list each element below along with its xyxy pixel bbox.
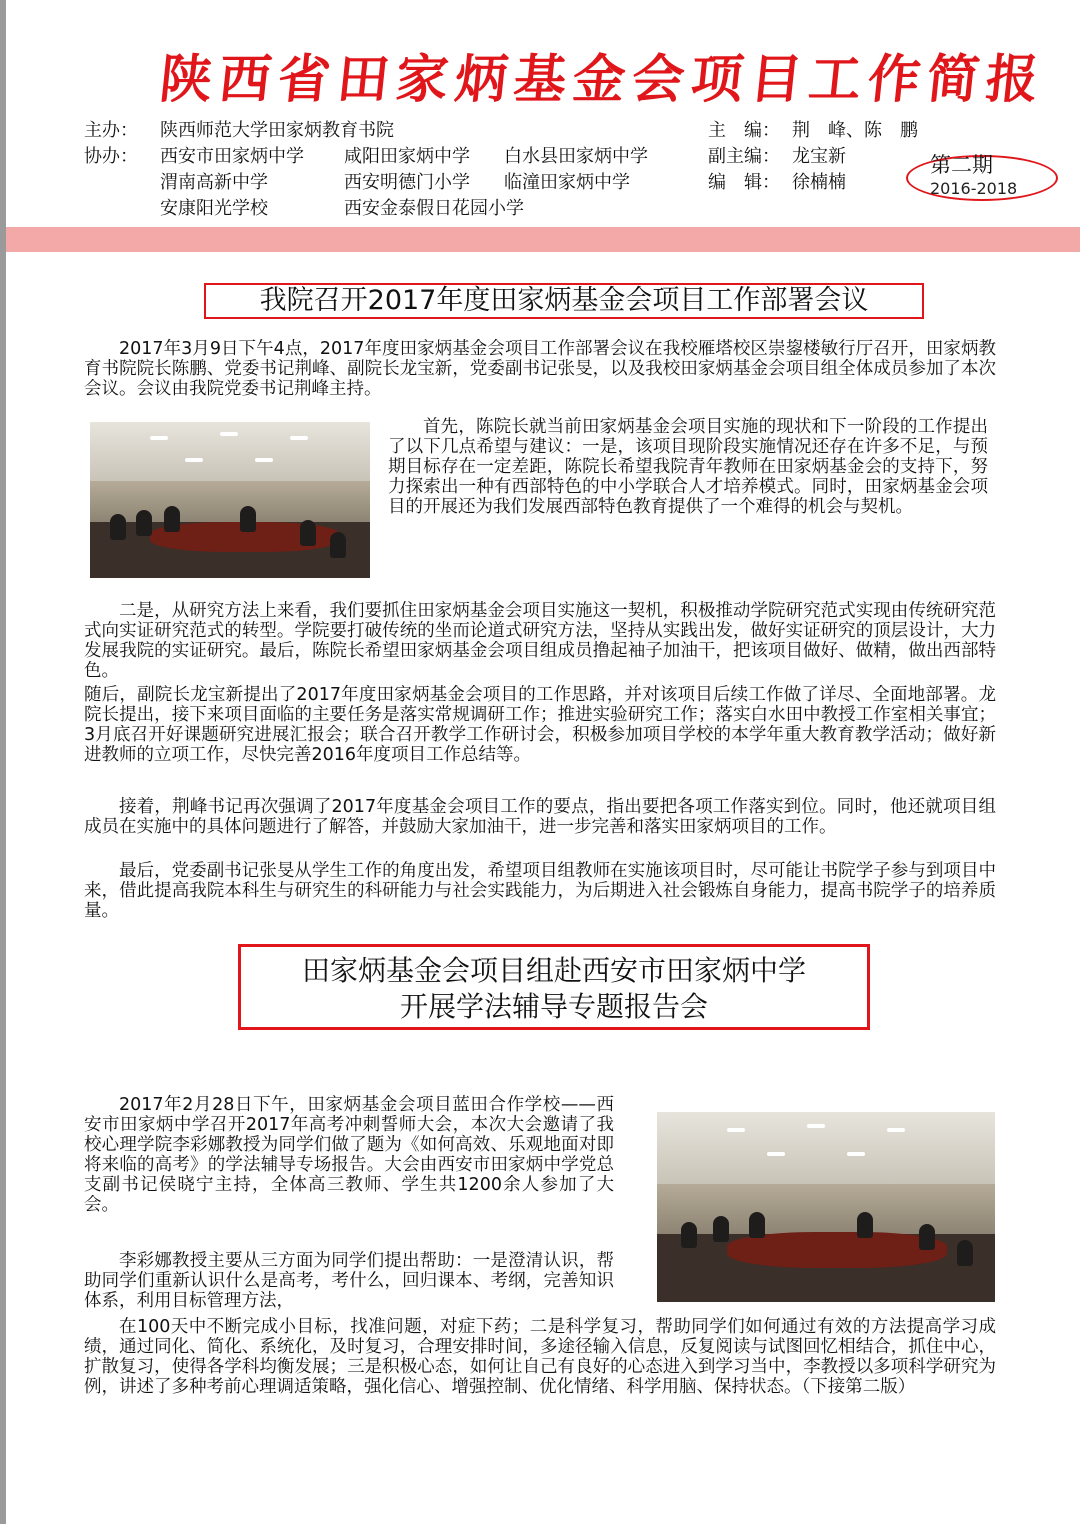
editor-label: 副主编： xyxy=(708,146,780,167)
editor-names: 龙宝新 xyxy=(792,146,846,167)
editor-label: 编 辑： xyxy=(708,172,780,193)
newsletter-masthead: 陕西省田家炳基金会项目工作简报 xyxy=(156,49,1049,110)
meeting-photo xyxy=(90,422,370,578)
article-1-paragraph: 随后，副院长龙宝新提出了2017年度田家炳基金会项目的工作思路，并对该项目后续工作做了详尽、全面地部署。龙院长提出，接下来项目面临的主要任务是落实常规调研工作；推进实验研究工作；落实白水田中教授工作室相关事宜；3月底召开好课题研究进展汇报会；联合召开教学工作研讨会，积极参加项目学校的本学年重大教育教学活动；做好新进教师的立项工作，尽快完善2016年度项目工作总结等。 xyxy=(84,685,996,765)
co-sponsor-school: 西安金泰假日花园小学 xyxy=(344,198,524,219)
editor-label: 主 编： xyxy=(708,120,780,141)
sponsor-label: 主办： xyxy=(84,120,138,141)
co-sponsor-school: 咸阳田家炳中学 xyxy=(344,146,470,167)
article-2-paragraph: 李彩娜教授主要从三方面为同学们提出帮助：一是澄清认识，帮助同学们重新认识什么是高考，考什么，回归课本、考纲，完善知识体系，利用目标管理方法， xyxy=(84,1251,614,1311)
co-sponsor-school: 西安市田家炳中学 xyxy=(160,146,304,167)
issue-number: 第二期 xyxy=(930,153,993,177)
article-2-headline-line: 开展学法辅导专题报告会 xyxy=(399,990,708,1023)
article-1-headline: 我院召开2017年度田家炳基金会项目工作部署会议 xyxy=(204,283,924,319)
article-2-paragraph: 2017年2月28日下午，田家炳基金会项目蓝田合作学校——西安市田家炳中学召开2017年高考冲刺誓师大会，本次大会邀请了我校心理学院李彩娜教授为同学们做了题为《如何高效、乐观地面对即将来临的高考》的学法辅导专场报告。大会由西安市田家炳中学党总支副书记侯晓宁主持，全体高三教师、学生共1200余人参加了大会。 xyxy=(84,1095,614,1215)
sponsor-row xyxy=(84,118,644,144)
article-2-headline xyxy=(238,944,870,1030)
article-1-paragraph: 首先，陈院长就当前田家炳基金会项目实施的现状和下一阶段的工作提出了以下几点希望与建议：一是，该项目现阶段实施情况还存在许多不足，与预期目标存在一定差距，陈院长希望我院青年教师在田家炳基金会的支持下，努力探索出一种有西部特色的中小学联合人才培养模式。同时，田家炳基金会项目的开展还为我们发展西部特色教育提供了一个难得的机会与契机。 xyxy=(388,417,988,517)
article-2-paragraph: 在100天中不断完成小目标，找准问题，对症下药；二是科学复习，帮助同学们如何通过有效的方法提高学习成绩，通过同化、简化、系统化，及时复习，合理安排时间，多途径输入信息，反复阅读与试图回忆相结合，抓住中心，扩散复习，使得各学科均衡发展；三是积极心态，如何让自己有良好的心态进入到学习当中，李教授以多项科学研究为例，讲述了多种考前心理调适策略，强化信心、增强控制、优化情绪、科学用脑、保持状态。（下接第二版） xyxy=(84,1317,996,1397)
article-1-paragraph: 最后，党委副书记张旻从学生工作的角度出发，希望项目组教师在实施该项目时，尽可能让书院学子参与到项目中来，借此提高我院本科生与研究生的科研能力与社会实践能力，为后期进入社会锻炼自身能力，提高书院学子的培养质量。 xyxy=(84,861,996,921)
issue-year: 2016-2018 xyxy=(930,179,1018,198)
co-sponsor-school: 西安明德门小学 xyxy=(344,172,470,193)
sponsor-name: 陕西师范大学田家炳教育书院 xyxy=(160,120,394,141)
co-sponsor-school: 安康阳光学校 xyxy=(160,198,268,219)
co-sponsor-school: 临潼田家炳中学 xyxy=(504,172,630,193)
article-2-headline-line: 田家炳基金会项目组赴西安市田家炳中学 xyxy=(301,954,806,987)
header-divider-band xyxy=(6,227,1080,252)
co-sponsor-school: 渭南高新中学 xyxy=(160,172,268,193)
article-1-paragraph: 接着，荆峰书记再次强调了2017年度基金会项目工作的要点，指出要把各项工作落实到位。同时，他还就项目组成员在实施中的具体问题进行了解答，并鼓励大家加油干，进一步完善和落实田家炳项目的工作。 xyxy=(84,797,996,837)
co-sponsor-block xyxy=(84,144,704,222)
article-1-paragraph: 二是，从研究方法上来看，我们要抓住田家炳基金会项目实施这一契机，积极推动学院研究范式实现由传统研究范式向实证研究范式的转型。学院要打破传统的坐而论道式研究方法，坚持从实践出发，做好实证研究的顶层设计，大力发展我院的实证研究。最后，陈院长希望田家炳基金会项目组成员撸起袖子加油干，把该项目做好、做精，做出西部特色。 xyxy=(84,601,996,681)
co-sponsor-school: 白水县田家炳中学 xyxy=(504,146,648,167)
lecture-photo xyxy=(657,1112,995,1302)
article-1-paragraph: 2017年3月9日下午4点，2017年度田家炳基金会项目工作部署会议在我校雁塔校区崇鋆楼敏行厅召开，田家炳教育书院院长陈鹏、党委书记荆峰、副院长龙宝新，党委副书记张旻，以及我校田家炳基金会项目组全体成员参加了本次会议。会议由我院党委书记荆峰主持。 xyxy=(84,339,996,399)
editor-names: 荆 峰、陈 鹏 xyxy=(792,120,918,141)
editor-names: 徐楠楠 xyxy=(792,172,846,193)
co-sponsor-label: 协办： xyxy=(84,146,138,167)
